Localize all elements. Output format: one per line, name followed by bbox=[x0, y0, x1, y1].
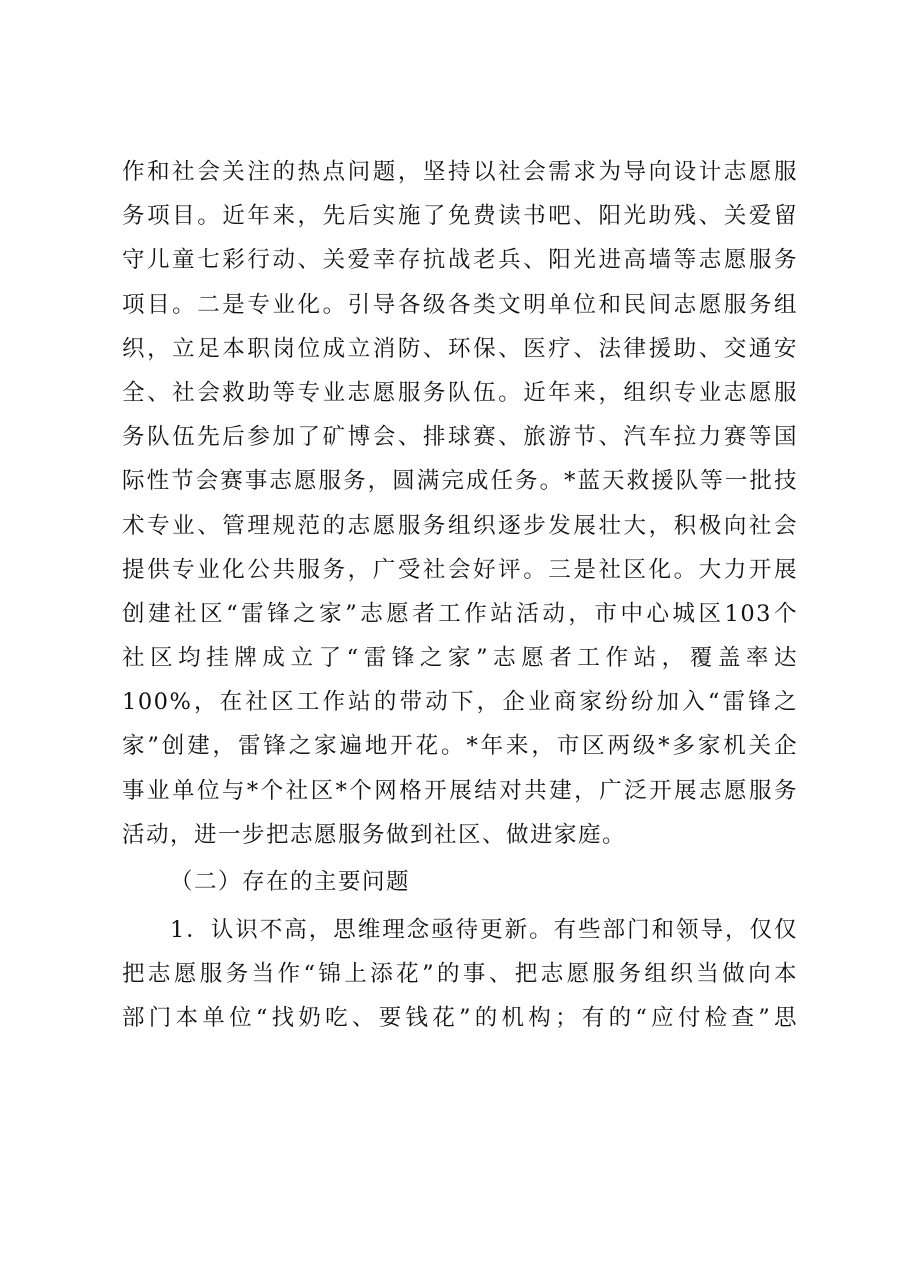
paragraph-line: 活动，进一步把志愿服务做到社区、做进家庭。 bbox=[122, 821, 627, 848]
paragraph-line: 提供专业化公共服务，广受社会好评。三是社区化。大力开展 bbox=[122, 556, 798, 583]
paragraph-line: 守儿童七彩行动、关爱幸存抗战老兵、阳光进高墙等志愿服务 bbox=[122, 247, 798, 274]
paragraph-line: 际性节会赛事志愿服务，圆满完成任务。*蓝天救援队等一批技 bbox=[122, 468, 798, 495]
paragraph-line: 术专业、管理规范的志愿服务组织逐步发展壮大，积极向社会 bbox=[122, 512, 798, 539]
paragraph-line: 织，立足本职岗位成立消防、环保、医疗、法律援助、交通安 bbox=[122, 335, 798, 362]
paragraph-line: 把志愿服务当作“锦上添花”的事、把志愿服务组织当做向本 bbox=[122, 961, 798, 988]
paragraph-line: 事业单位与*个社区*个网格开展结对共建，广泛开展志愿服务 bbox=[122, 777, 798, 804]
paragraph-line: 部门本单位“找奶吃、要钱花”的机构；有的“应付检查”思 bbox=[122, 1005, 798, 1032]
paragraph-line: 全、社会救助等专业志愿服务队伍。近年来，组织专业志愿服 bbox=[122, 379, 798, 406]
paragraph-line: 项目。二是专业化。引导各级各类文明单位和民间志愿服务组 bbox=[122, 291, 798, 318]
paragraph-line: 作和社会关注的热点问题，坚持以社会需求为导向设计志愿服 bbox=[122, 159, 798, 185]
paragraph-line: 1．认识不高，思维理念亟待更新。有些部门和领导，仅仅 bbox=[170, 917, 798, 943]
paragraph-line: 创建社区“雷锋之家”志愿者工作站活动，市中心城区103个 bbox=[122, 600, 798, 627]
document-body bbox=[122, 150, 798, 1041]
paragraph-line: 家”创建，雷锋之家遍地开花。*年来，市区两级*多家机关企 bbox=[122, 733, 798, 760]
paragraph-line: 务项目。近年来，先后实施了免费读书吧、阳光助残、关爱留 bbox=[122, 203, 798, 230]
paragraph-line: 社区均挂牌成立了“雷锋之家”志愿者工作站，覆盖率达 bbox=[122, 645, 798, 672]
paragraph-line: 100%，在社区工作站的带动下，企业商家纷纷加入“雷锋之 bbox=[122, 689, 798, 716]
section-heading: （二）存在的主要问题 bbox=[170, 869, 411, 895]
paragraph-line: 务队伍先后参加了矿博会、排球赛、旅游节、汽车拉力赛等国 bbox=[122, 424, 798, 451]
